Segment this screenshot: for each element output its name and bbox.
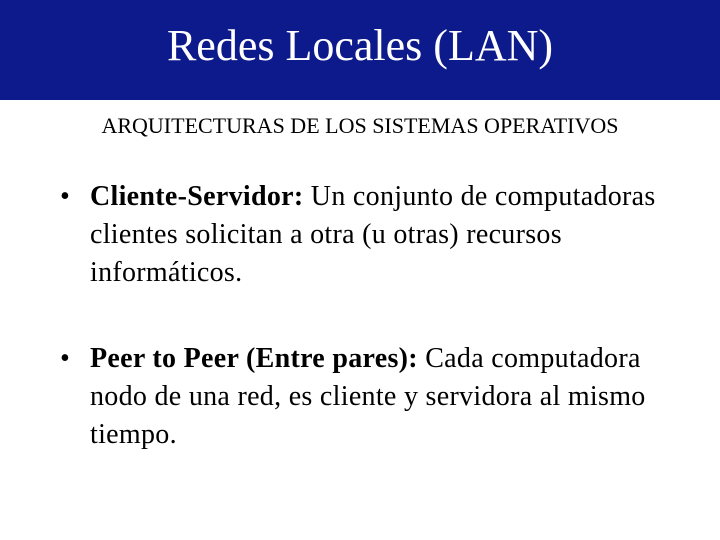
bullet-list — [60, 178, 680, 454]
bullet-term: Cliente-Servidor: — [90, 181, 304, 212]
bullet-item-cliente-servidor — [60, 178, 680, 292]
title-bar — [0, 0, 720, 100]
bullet-term: Peer to Peer (Entre pares): — [90, 343, 418, 374]
bullet-icon: • — [60, 343, 71, 374]
bullet-icon: • — [60, 181, 71, 212]
slide-subtitle: ARQUITECTURAS DE LOS SISTEMAS OPERATIVOS — [101, 113, 619, 138]
bullet-item-peer-to-peer — [60, 340, 680, 454]
bullet-text: Cada computadora nodo de una red, es cliente y servidora al mismo tiempo. — [90, 343, 646, 450]
bullet-text: Un conjunto de computadoras clientes solicitan a otra (u otras) recursos informáticos. — [90, 181, 656, 288]
slide-title: Redes Locales (LAN) — [166, 21, 554, 70]
